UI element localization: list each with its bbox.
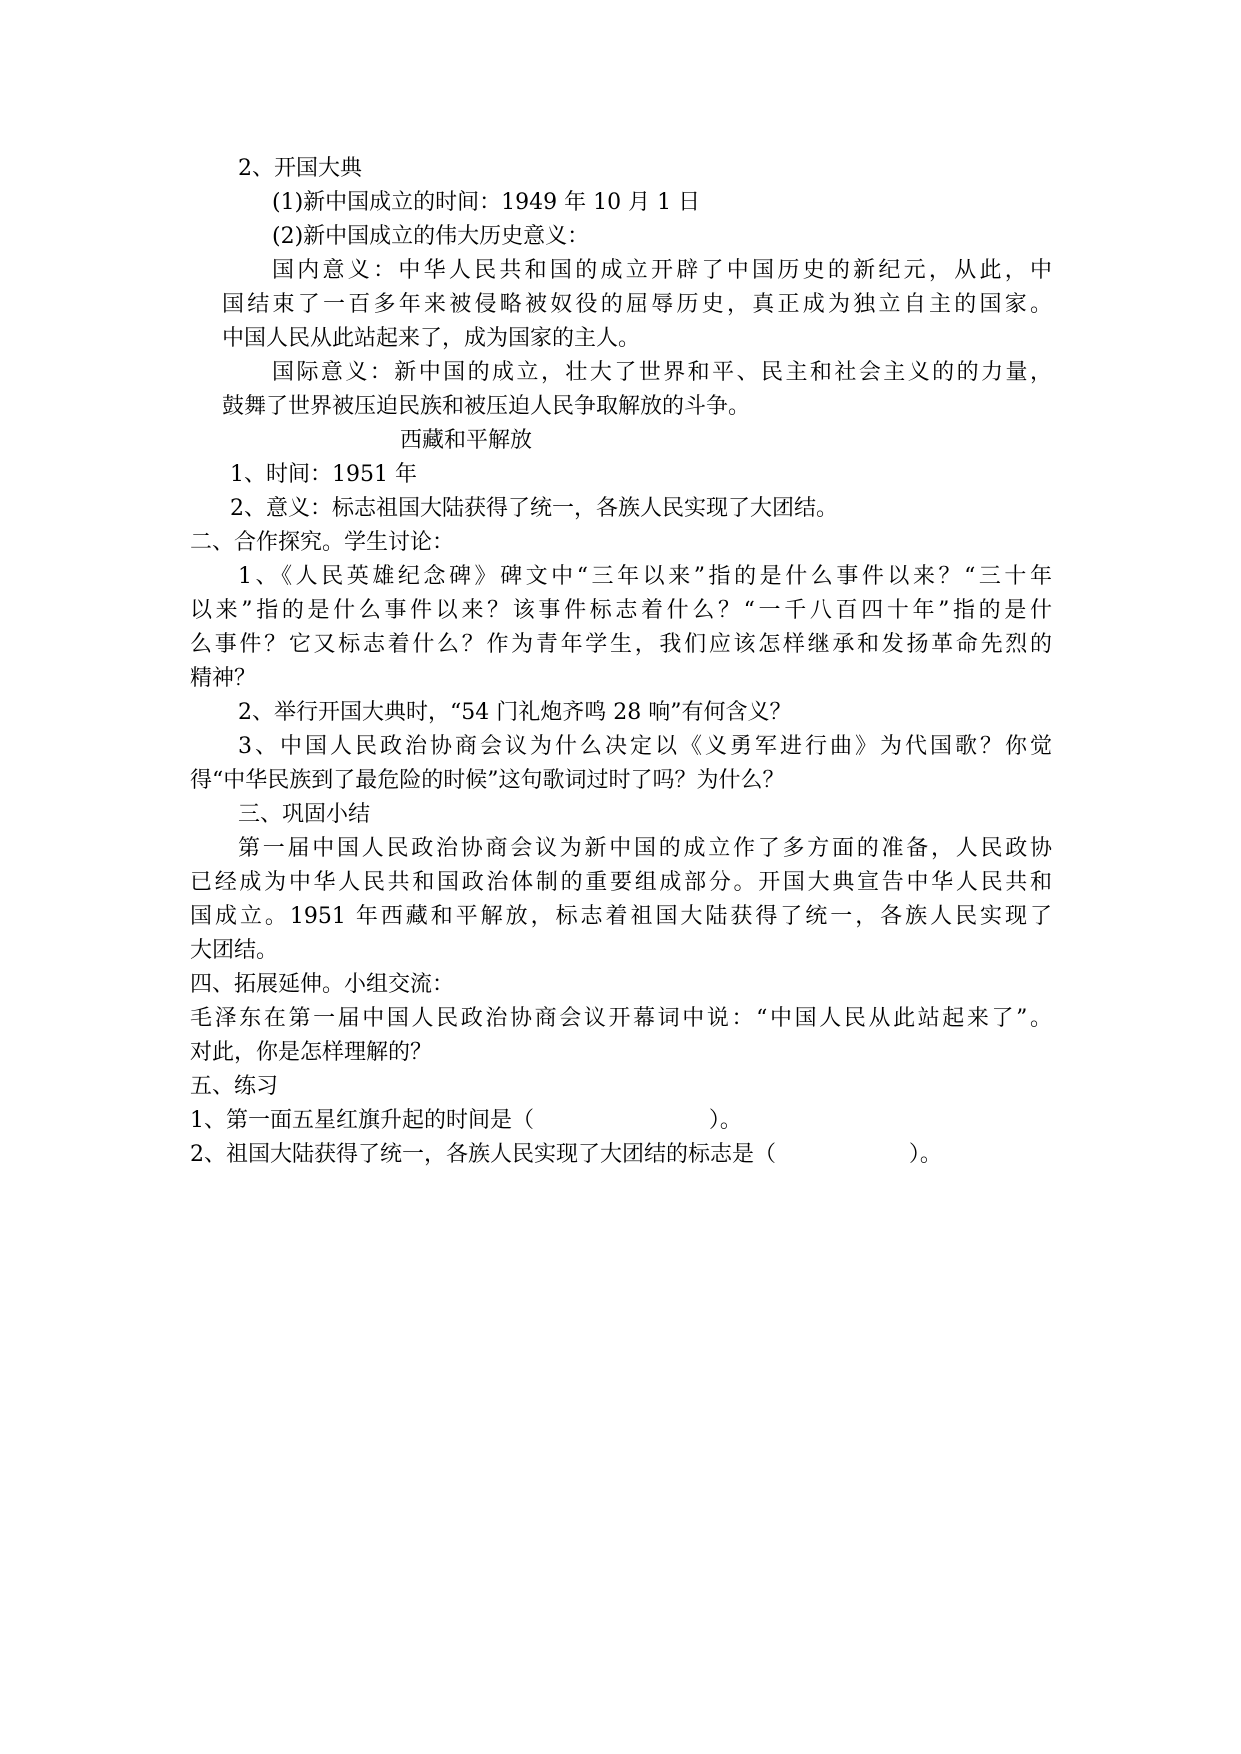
text-line: 鼓舞了世界被压迫民族和被压迫人民争取解放的斗争。 — [222, 394, 751, 419]
section-heading-discussion: 二、合作探究。学生讨论： — [190, 530, 455, 555]
text-line: 1、《人民英雄纪念碑》碑文中“三年以来”指的是什么事件以来？“三十年 — [238, 564, 1052, 589]
text-line: 精神？ — [190, 666, 257, 691]
text-line: 么事件？它又标志着什么？作为青年学生，我们应该怎样继承和发扬革命先烈的 — [190, 632, 1052, 657]
section-heading-extension: 四、拓展延伸。小组交流： — [190, 972, 455, 997]
section-heading-summary: 三、巩固小结 — [238, 802, 371, 827]
text-line: 对此，你是怎样理解的？ — [190, 1040, 433, 1065]
text-line: 中国人民从此站起来了，成为国家的主人。 — [222, 326, 641, 351]
exercise-question-2: 2、祖国大陆获得了统一，各族人民实现了大团结的标志是（ ）。 — [190, 1142, 942, 1167]
text-line: 国际意义：新中国的成立，壮大了世界和平、民主和社会主义的的力量， — [272, 360, 1052, 385]
text-line: 毛泽东在第一届中国人民政治协商会议开幕词中说：“中国人民从此站起来了”。 — [190, 1006, 1052, 1031]
section-heading-founding-ceremony: 2、开国大典 — [238, 156, 362, 181]
text-line: (2)新中国成立的伟大历史意义： — [272, 224, 590, 249]
text-line: 第一届中国人民政治协商会议为新中国的成立作了多方面的准备，人民政协 — [238, 836, 1052, 861]
exercise-question-1: 1、第一面五星红旗升起的时间是（ ）。 — [190, 1108, 742, 1133]
text-line: 已经成为中华人民共和国政治体制的重要组成部分。开国大典宣告中华人民共和 — [190, 870, 1052, 895]
section-heading-exercise: 五、练习 — [190, 1074, 279, 1099]
section-heading-tibet: 西藏和平解放 — [400, 428, 533, 453]
text-line: 大团结。 — [190, 938, 279, 963]
text-line: (1)新中国成立的时间：1949 年 10 月 1 日 — [272, 190, 701, 215]
text-line: 国结束了一百多年来被侵略被奴役的屈辱历史，真正成为独立自主的国家。 — [222, 292, 1052, 317]
text-line: 1、时间：1951 年 — [230, 462, 417, 487]
text-line: 2、意义：标志祖国大陆获得了统一，各族人民实现了大团结。 — [230, 496, 838, 521]
text-line: 3、中国人民政治协商会议为什么决定以《义勇军进行曲》为代国歌？你觉 — [238, 734, 1052, 759]
text-line: 得“中华民族到了最危险的时候”这句歌词过时了吗？为什么？ — [190, 768, 785, 793]
text-line: 国内意义：中华人民共和国的成立开辟了中国历史的新纪元，从此，中 — [272, 258, 1052, 283]
text-line: 以来”指的是什么事件以来？该事件标志着什么？“一千八百四十年”指的是什 — [190, 598, 1052, 623]
text-line: 2、举行开国大典时，“54 门礼炮齐鸣 28 响”有何含义？ — [238, 700, 792, 725]
text-line: 国成立。1951 年西藏和平解放，标志着祖国大陆获得了统一，各族人民实现了 — [190, 904, 1052, 929]
